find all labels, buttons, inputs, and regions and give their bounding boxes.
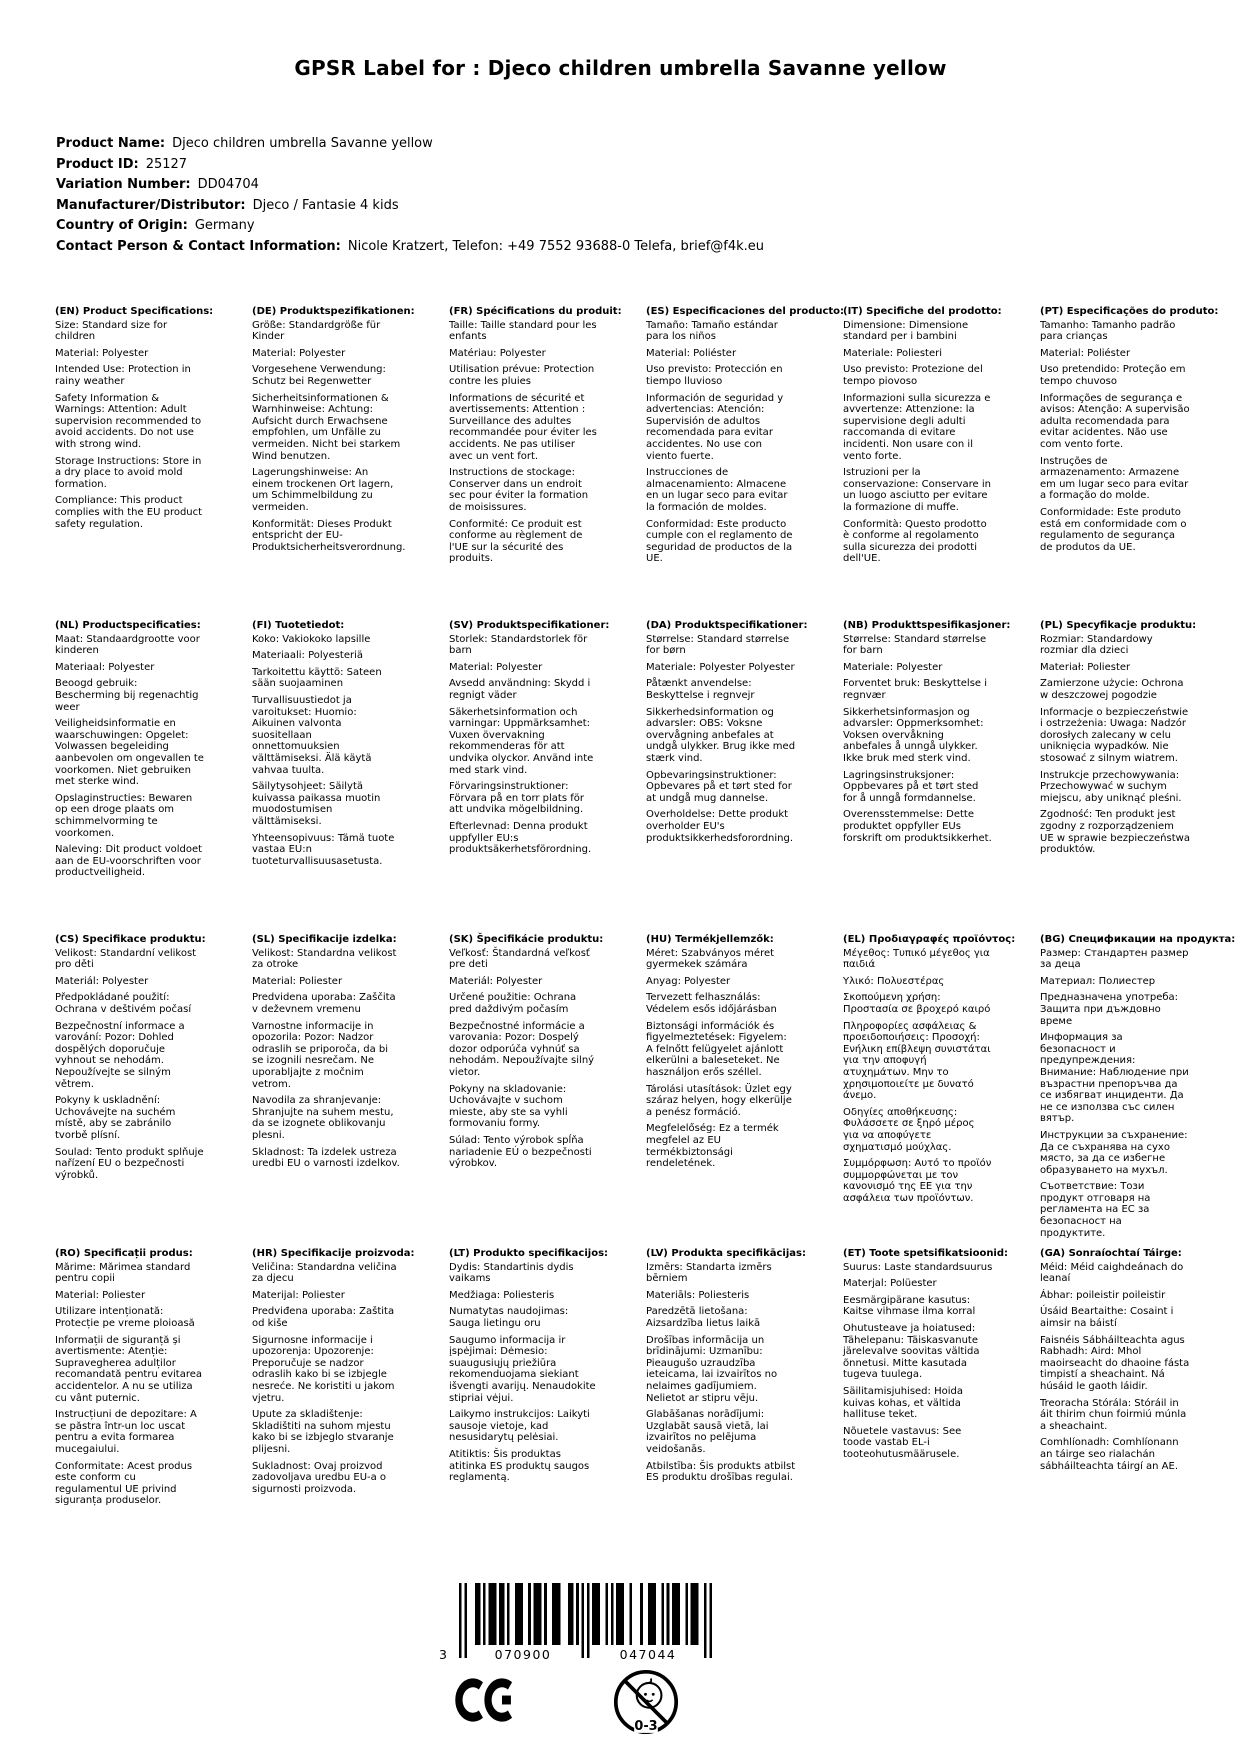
spec-block-lv xyxy=(646,1248,806,1562)
spec-paragraph: Comhlíonadh: Comhlíonann an táirge seo rialachán sábháilteachta táirgí an AE. xyxy=(1040,1437,1179,1472)
spec-paragraph: Drošības informācija un brīdinājumi: Uzmanību: Pieaugušo uzraudzība ieteicama, lai izvairītos no nelaimes gadījumiem. Nelietot ar stipru vēju. xyxy=(646,1334,778,1404)
spec-block-nl xyxy=(55,620,205,934)
product-info-label: Contact Person & Contact Information: xyxy=(56,238,341,254)
spec-heading: (RO) Specificații produs: xyxy=(55,1248,193,1259)
spec-paragraph: Material: Poliéster xyxy=(646,347,737,359)
spec-paragraph: Bezpečnostné informácie a varovania: Pozor: Dospelý dozor odporúča vyhnúť sa nehodám. Nepoužívajte silný vietor. xyxy=(449,1020,595,1078)
spec-paragraph: Instrucciones de almacenamiento: Almacene en un lugar seco para evitar la formación de moldes. xyxy=(646,467,788,513)
spec-heading: (LV) Produkta specifikācijas: xyxy=(646,1248,806,1259)
barcode-digit-first: 3 xyxy=(439,1647,447,1662)
spec-paragraph: Materiál: Polyester xyxy=(449,975,543,987)
product-info-value: DD04704 xyxy=(197,177,259,192)
spec-paragraph: Información de seguridad y advertencias: Atención: Supervisión de adultos recomendada para evitar accidentes. No use con viento fuerte. xyxy=(646,392,784,462)
spec-paragraph: Úsáid Beartaithe: Cosaint i aimsir na báistí xyxy=(1040,1306,1174,1329)
spec-block-sl xyxy=(252,934,402,1248)
spec-paragraph: Materijal: Poliester xyxy=(252,1289,345,1301)
spec-paragraph: Opbevaringsinstruktioner: Opbevares på et tørt sted for at undgå mug dannelse. xyxy=(646,769,792,804)
spec-heading: (EL) Προδιαγραφές προϊόντος: xyxy=(843,934,1016,945)
spec-paragraph: Tárolási utasítások: Üzlet egy száraz helyen, hogy elkerülje a penész formáció. xyxy=(646,1083,792,1118)
spec-paragraph: Påtænkt anvendelse: Beskyttelse i regnvejr xyxy=(646,678,755,701)
spec-paragraph: Material: Polyester xyxy=(252,347,346,359)
spec-paragraph: Материал: Полиестер xyxy=(1040,975,1156,987)
spec-paragraph: Numatytas naudojimas: Sauga lietingu oru xyxy=(449,1306,569,1329)
spec-paragraph: Ohutusteave ja hoiatused: Tähelepanu: Täiskasvanute järelevalve soovitas vältida õnnetusi. Mitte kasutada tugeva tuulega. xyxy=(843,1322,980,1381)
spec-paragraph: Conformidad: Este producto cumple con el reglamento de seguridad de productos de la UE. xyxy=(646,518,793,565)
spec-paragraph: Tamanho: Tamanho padrão para crianças xyxy=(1040,319,1176,343)
spec-heading: (SL) Specifikacije izdelka: xyxy=(252,934,397,945)
spec-block-da xyxy=(646,620,808,934)
spec-paragraph: Instructions de stockage: Conserver dans un endroit sec pour éviter la formation de moisissures. xyxy=(449,467,589,513)
spec-paragraph: Säilitamisjuhised: Hoida kuivas kohas, et vältida hallituse teket. xyxy=(843,1385,963,1421)
product-info-value: Nicole Kratzert, Telefon: +49 7552 93688-0 Telefa, brief@f4k.eu xyxy=(347,238,765,254)
spec-paragraph: Medžiaga: Poliesteris xyxy=(449,1289,555,1301)
spec-paragraph: Laikymo instrukcijos: Laikyti sausoje vietoje, kad nesusidarytų pelėsiai. xyxy=(449,1409,590,1444)
spec-paragraph: Konformität: Dieses Produkt entspricht der EU-Produktsicherheitsverordnung. xyxy=(252,518,406,553)
spec-paragraph: Sicherheitsinformationen & Warnhinweise: Achtung: Aufsicht durch Erwachsene empfohlen, um Unfälle zu vermeiden. Nicht bei starkem Wind benutzen. xyxy=(252,392,401,462)
spec-paragraph: Informations de sécurité et avertissements: Attention : Surveillance des adultes recommandée pour éviter les accidents. Ne pas utiliser avec un vent fort. xyxy=(449,392,597,462)
spec-paragraph: Materiale: Poliesteri xyxy=(843,347,942,359)
spec-paragraph: Material: Poliéster xyxy=(1040,347,1131,359)
spec-paragraph: Faisnéis Sábháilteachta agus Rabhadh: Aird: Mhol maoirseacht do dhaoine fásta timpistí a sheachaint. Ná húsáid le gaoth láidir. xyxy=(1040,1334,1190,1392)
spec-paragraph: Οδηγίες αποθήκευσης: Φυλάσσετε σε ξηρό μέρος για να αποφύγετε σχηματισμό μούχλας. xyxy=(843,1106,975,1153)
spec-paragraph: Tervezett felhasználás: Védelem esős időjárásban xyxy=(646,992,777,1015)
spec-block-lt xyxy=(449,1248,609,1562)
product-info-label: Country of Origin: xyxy=(56,218,188,233)
spec-paragraph: Materiál: Polyester xyxy=(55,975,149,987)
spec-paragraph: Storage Instructions: Store in a dry place to avoid mold formation. xyxy=(55,455,202,490)
spec-heading: (FR) Spécifications du produit: xyxy=(449,306,622,317)
spec-paragraph: Dimensione: Dimensione standard per i bambini xyxy=(843,319,969,343)
spec-paragraph: Saugumo informacija ir įspėjimai: Dėmesio: suaugusiųjų priežiūra rekomenduojama siekiant išvengti avarijų. Nenaudokite stipriai vėjui. xyxy=(449,1334,596,1404)
spec-paragraph: Sikkerhetsinformasjon og advarsler: Oppmerksomhet: Voksen overvåkning anbefales å unngå ulykker. Ikke bruk med sterk vind. xyxy=(843,706,984,764)
spec-heading: (EN) Product Specifications: xyxy=(55,306,214,317)
spec-paragraph: Pokyny na skladovanie: Uchovávajte v suchom mieste, aby ste sa vyhli formovaniu formy. xyxy=(449,1083,568,1130)
spec-paragraph: Предназначена употреба: Защита при дъждовно време xyxy=(1040,992,1179,1027)
spec-paragraph: Maat: Standaardgrootte voor kinderen xyxy=(55,633,200,657)
spec-heading: (LT) Produkto specifikacijos: xyxy=(449,1248,609,1259)
spec-paragraph: Material: Poliester xyxy=(252,975,343,987)
spec-paragraph: Uso previsto: Protezione del tempo piovoso xyxy=(843,364,983,387)
spec-heading: (ES) Especificaciones del producto: xyxy=(646,306,845,317)
spec-paragraph: Ábhar: poileistir poileistir xyxy=(1040,1289,1166,1301)
spec-heading: (FI) Tuotetiedot: xyxy=(252,620,345,631)
spec-block-en xyxy=(55,306,214,620)
spec-block-it xyxy=(843,306,1002,620)
spec-paragraph: Utilizare intenționată: Protecție pe vreme ploioasă xyxy=(55,1306,195,1329)
spec-paragraph: Instrukcje przechowywania: Przechowywać w suchym miejscu, aby uniknąć pleśni. xyxy=(1040,769,1182,804)
spec-paragraph: Förvaringsinstruktioner: Förvara på en torr plats för att undvika mögelbildning. xyxy=(449,781,584,816)
spec-paragraph: Atbilstība: Šis produkts atbilst ES produktu drošības regulai. xyxy=(646,1460,796,1484)
spec-paragraph: Instruções de armazenamento: Armazene em um lugar seco para evitar a formação do molde. xyxy=(1040,455,1189,502)
spec-heading: (PL) Specyfikacje produktu: xyxy=(1040,620,1197,631)
spec-paragraph: Materiał: Poliester xyxy=(1040,661,1131,673)
spec-paragraph: Informações de segurança e avisos: Atenção: A supervisão adulta recomendada para evitar acidentes. Não use com vento forte. xyxy=(1040,392,1190,450)
spec-paragraph: Materiāls: Poliesteris xyxy=(646,1289,750,1301)
spec-heading: (HR) Specifikacije proizvoda: xyxy=(252,1248,415,1259)
spec-paragraph: Pokyny k uskladnění: Uchovávejte na suchém místě, aby se zabránilo tvorbě plísní. xyxy=(55,1095,176,1141)
spec-paragraph: Velikost: Standardna velikost za otroke xyxy=(252,947,397,971)
spec-block-pl xyxy=(1040,620,1197,934)
spec-block-cs xyxy=(55,934,205,1248)
spec-paragraph: Istruzioni per la conservazione: Conservare in un luogo asciutto per evitare la formazione di muffe. xyxy=(843,467,991,513)
spec-paragraph: Συμμόρφωση: Αυτό το προϊόν συμμορφώνεται με τον κανονισμό της ΕΕ για την ασφάλεια των προϊόντων. xyxy=(843,1158,992,1204)
spec-paragraph: Navodila za shranjevanje: Shranjujte na suhem mestu, da se izognete oblikovanju plesni. xyxy=(252,1095,394,1141)
spec-paragraph: Yhteensopivuus: Tämä tuote vastaa EU:n tuoteturvallisuusasetusta. xyxy=(252,832,395,867)
spec-paragraph: Sukladnost: Ovaj proizvod zadovoljava uredbu EU-a o sigurnosti proizvoda. xyxy=(252,1460,387,1495)
spec-heading: (BG) Спецификации на продукта: xyxy=(1040,934,1236,945)
spec-paragraph: Materiale: Polyester Polyester xyxy=(646,661,795,673)
ce-mark-icon xyxy=(455,1678,521,1722)
spec-paragraph: Σκοπούμενη χρήση: Προστασία σε βροχερό καιρό xyxy=(843,992,991,1015)
spec-paragraph: Overholdelse: Dette produkt overholder EU's produktsikkerhedsforordning. xyxy=(646,809,794,844)
spec-paragraph: Veľkosť: Štandardná veľkosť pre deti xyxy=(449,947,590,971)
spec-paragraph: Treoracha Stórála: Stóráil in áit thirim chun foirmiú múnla a sheachaint. xyxy=(1040,1397,1187,1432)
page-title: GPSR Label for : Djeco children umbrella Savanne yellow xyxy=(294,56,947,80)
spec-paragraph: Paredzētā lietošana: Aizsardzība lietus laikā xyxy=(646,1306,761,1329)
spec-paragraph: Material: Poliester xyxy=(55,1289,146,1301)
spec-paragraph: Avsedd användning: Skydd i regnigt väder xyxy=(449,678,591,701)
spec-block-ga xyxy=(1040,1248,1190,1562)
spec-paragraph: Veličina: Standardna veličina za djecu xyxy=(252,1261,397,1285)
spec-paragraph: Forventet bruk: Beskyttelse i regnvær xyxy=(843,678,988,701)
spec-paragraph: Turvallisuustiedot ja varoitukset: Huomio: Aikuinen valvonta suositellaan onnettomuuksien välttämiseksi. Älä käytä vahvaa tuulta. xyxy=(252,694,372,776)
spec-paragraph: Tarkoitettu käyttö: Sateen sään suojaaminen xyxy=(252,666,382,690)
product-info-label: Variation Number: xyxy=(56,177,191,192)
spec-paragraph: Størrelse: Standard størrelse for barn xyxy=(843,633,987,657)
spec-paragraph: Suurus: Laste standardsuurus xyxy=(843,1261,993,1273)
spec-paragraph: Size: Standard size for children xyxy=(55,319,168,343)
spec-paragraph: Méid: Méid caighdeánach do leanaí xyxy=(1040,1261,1184,1285)
spec-paragraph: Varnostne informacije in opozorila: Pozor: Nadzor odraslih se priporoča, da bi se izognili nesrečam. Ne uporabljajte z močnim vetrom. xyxy=(252,1020,389,1090)
spec-paragraph: Инструкции за съхранение: Да се съхранява на сухо място, за да се избегне образуването на мухъл. xyxy=(1040,1129,1188,1176)
spec-heading: (DE) Produktspezifikationen: xyxy=(252,306,415,317)
spec-paragraph: Biztonsági információk és figyelmeztetések: Figyelem: A felnőtt felügyelet ajánlott elkerülni a baleseteket. Ne használjon erős széllel. xyxy=(646,1020,787,1078)
spec-block-hr xyxy=(252,1248,415,1562)
product-info-value: Germany xyxy=(194,218,255,233)
spec-paragraph: Utilisation prévue: Protection contre les pluies xyxy=(449,364,595,387)
spec-heading: (CS) Specifikace produktu: xyxy=(55,934,206,945)
spec-paragraph: Beoogd gebruik: Bescherming bij regenachtig weer xyxy=(55,678,199,713)
spec-paragraph: Съответствие: Този продукт отговаря на регламента на ЕС за безопасност на продуктите. xyxy=(1040,1181,1151,1239)
spec-paragraph: Naleving: Dit product voldoet aan de EU-voorschriften voor productveiligheid. xyxy=(55,844,203,879)
spec-paragraph: Safety Information & Warnings: Attention: Adult supervision recommended to avoid accidents. Do not use with strong wind. xyxy=(55,392,202,450)
product-info-line xyxy=(56,175,764,196)
spec-paragraph: Uso previsto: Protección en tiempo lluvioso xyxy=(646,364,783,387)
spec-block-es xyxy=(646,306,845,620)
spec-heading: (GA) Sonraíochtaí Táirge: xyxy=(1040,1248,1182,1259)
spec-paragraph: Μέγεθος: Τυπικό μέγεθος για παιδιά xyxy=(843,947,990,971)
spec-paragraph: Intended Use: Protection in rainy weather xyxy=(55,364,191,387)
spec-paragraph: Velikost: Standardní velikost pro děti xyxy=(55,947,197,971)
spec-paragraph: Vorgesehene Verwendung: Schutz bei Regenwetter xyxy=(252,364,386,387)
spec-block-sv xyxy=(449,620,610,934)
spec-heading: (DA) Produktspecifikationer: xyxy=(646,620,808,631)
spec-paragraph: Dydis: Standartinis dydis vaikams xyxy=(449,1261,574,1285)
spec-paragraph: Material: Polyester xyxy=(449,661,543,673)
spec-paragraph: Πληροφορίες ασφάλειας & προειδοποιήσεις: Προσοχή: Ενήλικη επίβλεψη συνιστάται για την αποφυγή ατυχημάτων. Μην το χρησιμοποιείτε με δυνατό άνεμο. xyxy=(843,1020,991,1102)
spec-paragraph: Upute za skladištenje: Skladištiti na suhom mjestu kako bi se izbjeglo stvaranje plijesni. xyxy=(252,1409,394,1455)
spec-paragraph: Soulad: Tento produkt splňuje nařízení EU o bezpečnosti výrobků. xyxy=(55,1146,204,1181)
spec-block-de xyxy=(252,306,415,620)
spec-paragraph: Bezpečnostní informace a varování: Pozor: Dohled dospělých doporučuje vyhnout se nehodám. Nepoužívejte se silným větrem. xyxy=(55,1020,185,1090)
spec-heading: (ET) Toote spetsifikatsioonid: xyxy=(843,1248,1009,1259)
spec-paragraph: Informații de siguranță și avertismente: Atenție: Supravegherea adulților recomandată pentru evitarea accidentelor. A nu se utiliza cu vânt puternic. xyxy=(55,1334,203,1404)
spec-paragraph: Säilytysohjeet: Säilytä kuivassa paikassa muotin muodostumisen välttämiseksi. xyxy=(252,781,381,827)
spec-paragraph: Lagerungshinweise: An einem trockenen Ort lagern, um Schimmelbildung zu vermeiden. xyxy=(252,467,394,513)
spec-paragraph: Compliance: This product complies with the EU product safety regulation. xyxy=(55,495,203,530)
spec-paragraph: Conformità: Questo prodotto è conforme al regolamento sulla sicurezza dei prodotti dell'UE. xyxy=(843,518,987,565)
spec-paragraph: Storlek: Standardstorlek för barn xyxy=(449,633,588,657)
spec-paragraph: Predviđena uporaba: Zaštita od kiše xyxy=(252,1306,395,1329)
age-warning-label: 0-3 xyxy=(634,1718,658,1734)
product-info-label: Manufacturer/Distributor: xyxy=(56,197,246,213)
spec-paragraph: Súlad: Tento výrobok spĺňa nariadenie EÚ o bezpečnosti výrobkov. xyxy=(449,1134,592,1170)
spec-paragraph: Sigurnosne informacije i upozorenja: Upozorenje: Preporučuje se nadzor odraslih kako bi se izbjegle nesreće. Ne koristiti u jakom vjetru. xyxy=(252,1334,395,1404)
spec-paragraph: Instrucțiuni de depozitare: A se păstra într-un loc uscat pentru a evita formarea mucegaiului. xyxy=(55,1409,197,1455)
spec-paragraph: Conformitate: Acest produs este conform cu regulamentul UE privind siguranța produselor. xyxy=(55,1460,193,1507)
spec-paragraph: Materjal: Polüester xyxy=(843,1278,937,1290)
spec-block-pt xyxy=(1040,306,1219,620)
spec-block-hu xyxy=(646,934,796,1248)
spec-paragraph: Informazioni sulla sicurezza e avvertenze: Attenzione: la supervisione degli adulti raccomanda di evitare incidenti. Non usare con il vento forte. xyxy=(843,392,991,462)
spec-paragraph: Информация за безопасност и предупреждения: Внимание: Наблюдение при възрастни препоръчва да се избягват инциденти. Да не се използва със силен вятър. xyxy=(1040,1032,1189,1125)
spec-paragraph: Opslaginstructies: Bewaren op een droge plaats om schimmelvorming te voorkomen. xyxy=(55,792,193,839)
product-info-label: Product Name: xyxy=(56,136,166,151)
product-info-line xyxy=(56,237,764,258)
spec-grid xyxy=(55,306,1236,1562)
spec-paragraph: Uso pretendido: Proteção em tempo chuvoso xyxy=(1040,364,1186,387)
spec-heading: (SK) Špecifikácie produktu: xyxy=(449,934,604,945)
spec-paragraph: Megfelelőség: Ez a termék megfelel az EU termékbiztonsági rendeletének. xyxy=(646,1123,779,1170)
spec-paragraph: Předpokládané použití: Ochrana v deštivém počasí xyxy=(55,992,192,1015)
spec-paragraph: Mărime: Mărimea standard pentru copii xyxy=(55,1261,191,1285)
spec-paragraph: Υλικό: Πολυεστέρας xyxy=(843,975,945,987)
spec-paragraph: Atitiktis: Šis produktas atitinka ES produktų saugos reglamentą. xyxy=(449,1448,590,1484)
product-info-label: Product ID: xyxy=(56,156,139,172)
product-info-line xyxy=(56,134,764,155)
age-warning-icon xyxy=(612,1668,680,1736)
spec-paragraph: Predvidena uporaba: Zaščita v deževnem vremenu xyxy=(252,992,396,1015)
spec-block-fi xyxy=(252,620,402,934)
spec-heading: (NL) Productspecificaties: xyxy=(55,620,201,631)
spec-paragraph: Skladnost: Ta izdelek ustreza uredbi EU o varnosti izdelkov. xyxy=(252,1146,400,1170)
spec-paragraph: Zgodność: Ten produkt jest zgodny z rozporządzeniem UE w sprawie bezpieczeństwa produktów. xyxy=(1040,809,1190,856)
spec-paragraph: Anyag: Polyester xyxy=(646,975,731,987)
spec-paragraph: Conformidade: Este produto está em conformidade com o regulamento de segurança de produtos da UE. xyxy=(1040,506,1187,553)
spec-block-et xyxy=(843,1248,1009,1562)
spec-block-fr xyxy=(449,306,622,620)
spec-heading: (PT) Especificações do produto: xyxy=(1040,306,1219,317)
spec-paragraph: Koko: Vakiokoko lapsille xyxy=(252,633,371,645)
spec-block-el xyxy=(843,934,1016,1248)
spec-paragraph: Rozmiar: Standardowy rozmiar dla dzieci xyxy=(1040,633,1153,657)
product-info-line xyxy=(56,155,764,176)
barcode-digits-left: 070900 xyxy=(494,1647,552,1662)
spec-paragraph: Izmērs: Standarta izmērs bērniem xyxy=(646,1261,772,1285)
spec-paragraph: Určené použitie: Ochrana pred daždivým počasím xyxy=(449,992,577,1015)
spec-paragraph: Overensstemmelse: Dette produktet oppfyller EUs forskrift om produktsikkerhet. xyxy=(843,809,992,844)
spec-block-bg xyxy=(1040,934,1236,1248)
product-info-line xyxy=(56,196,764,217)
barcode xyxy=(439,1583,712,1662)
spec-paragraph: Glabāšanas norādījumi: Uzglabāt sausā vietā, lai izvairītos no pelējuma veidošanās. xyxy=(646,1409,769,1455)
spec-heading: (IT) Specifiche del prodotto: xyxy=(843,306,1002,317)
spec-paragraph: Säkerhetsinformation och varningar: Uppmärksamhet: Vuxen övervakning rekommenderas för att undvika olyckor. Använd inte med stark vind. xyxy=(449,706,594,776)
spec-paragraph: Veiligheidsinformatie en waarschuwingen: Opgelet: Volwassen begeleiding aanbevolen om ongevallen te voorkomen. Niet gebruiken met sterke wind. xyxy=(55,718,204,788)
spec-block-sk xyxy=(449,934,604,1248)
spec-paragraph: Größe: Standardgröße für Kinder xyxy=(252,319,381,343)
spec-paragraph: Nõuetele vastavus: See toode vastab EL-i tooteohutusmäärusele. xyxy=(843,1425,962,1460)
spec-heading: (HU) Termékjellemzők: xyxy=(646,934,774,945)
spec-paragraph: Conformité: Ce produit est conforme au règlement de l'UE sur la sécurité des produits. xyxy=(449,518,583,565)
product-info-value: Djeco children umbrella Savanne yellow xyxy=(172,136,433,151)
spec-heading: (SV) Produktspecifikationer: xyxy=(449,620,610,631)
spec-paragraph: Størrelse: Standard størrelse for børn xyxy=(646,633,790,657)
spec-block-nb xyxy=(843,620,1011,934)
spec-paragraph: Méret: Szabványos méret gyermekek számára xyxy=(646,947,775,971)
spec-paragraph: Sikkerhedsinformation og advarsler: OBS: Voksne overvågning anbefales at undgå ulykker. Brug ikke med stærk vind. xyxy=(646,706,796,764)
spec-block-ro xyxy=(55,1248,205,1562)
spec-paragraph: Efterlevnad: Denna produkt uppfyller EU:s produktsäkerhetsförordning. xyxy=(449,820,592,856)
spec-paragraph: Material: Polyester xyxy=(55,347,149,359)
spec-paragraph: Eesmärgipärane kasutus: Kaitse vihmase ilma korral xyxy=(843,1294,976,1318)
spec-paragraph: Materiaali: Polyesteriä xyxy=(252,650,364,662)
spec-paragraph: Tamaño: Tamaño estándar para los niños xyxy=(646,319,778,343)
spec-paragraph: Zamierzone użycie: Ochrona w deszczowej pogodzie xyxy=(1040,678,1184,701)
spec-paragraph: Materiaal: Polyester xyxy=(55,661,155,673)
spec-paragraph: Materiale: Polyester xyxy=(843,661,943,673)
product-info-value: 25127 xyxy=(145,156,188,172)
product-info-line xyxy=(56,216,764,237)
spec-paragraph: Informacje o bezpieczeństwie i ostrzeżenia: Uwaga: Nadzór dorosłych zalecany w celu uniknięcia wypadków. Nie stosować z silnym wiatrem. xyxy=(1040,706,1189,764)
product-info-value: Djeco / Fantasie 4 kids xyxy=(252,197,399,213)
barcode-digits-right: 047044 xyxy=(619,1647,677,1662)
spec-heading: (NB) Produkttspesifikasjoner: xyxy=(843,620,1011,631)
spec-paragraph: Lagringsinstruksjoner: Oppbevares på et tørt sted for å unngå formdannelse. xyxy=(843,769,979,804)
spec-paragraph: Размер: Стандартен размер за деца xyxy=(1040,947,1189,971)
spec-paragraph: Matériau: Polyester xyxy=(449,347,546,359)
spec-paragraph: Taille: Taille standard pour les enfants xyxy=(449,319,597,343)
product-info xyxy=(56,134,764,257)
